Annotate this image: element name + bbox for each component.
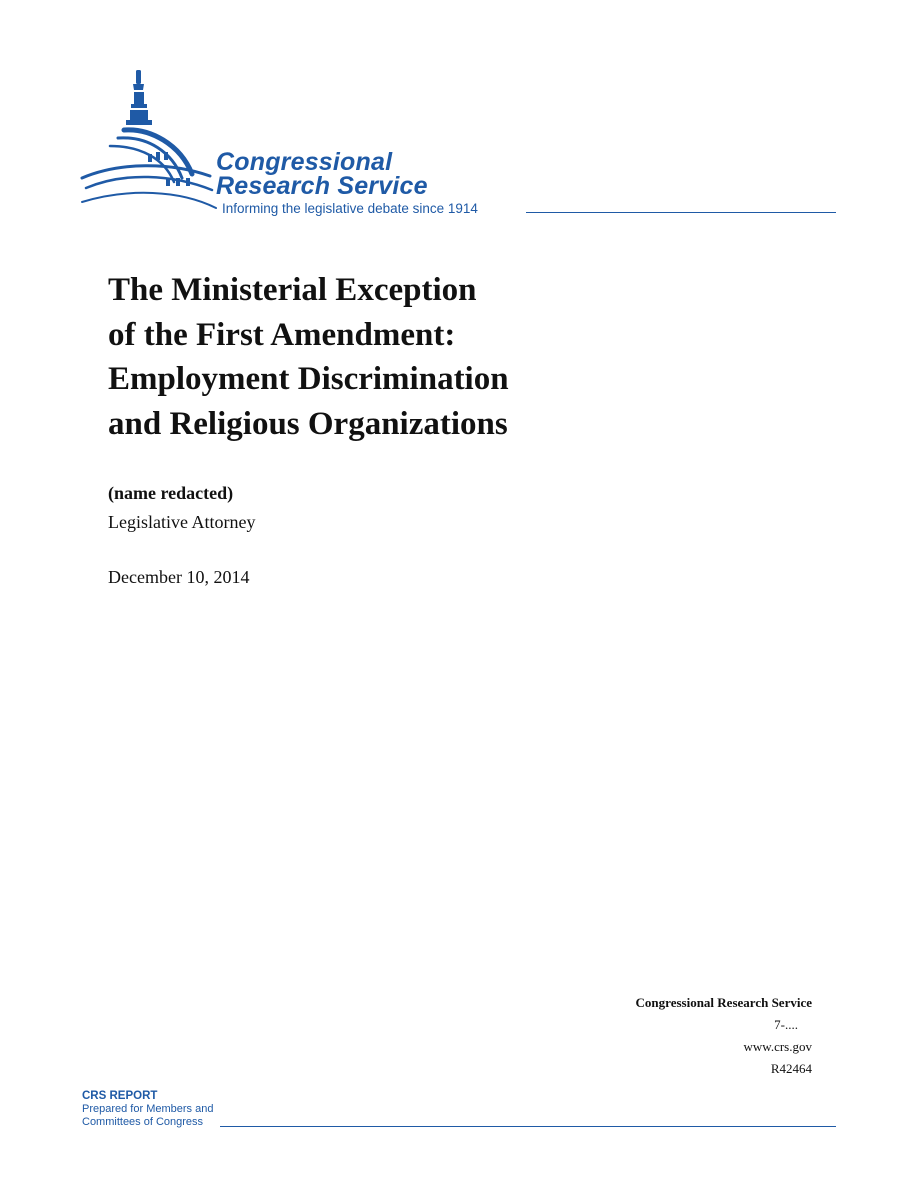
footer-divider (220, 1126, 836, 1127)
publisher-website[interactable]: www.crs.gov (743, 1039, 812, 1054)
footer-line-members: Prepared for Members and (82, 1103, 214, 1115)
logo-name-line1: Congressional (216, 148, 393, 176)
publisher-info (636, 992, 812, 1080)
logo-name-line2: Research Service (216, 172, 428, 200)
crs-report-footer (82, 1090, 213, 1129)
report-title (108, 268, 509, 446)
capitol-dome-icon (80, 66, 220, 216)
publisher-phone: 7-.... (774, 1017, 798, 1032)
title-line: Employment Discrimination (108, 361, 509, 397)
author-name: (name redacted) (108, 483, 234, 503)
footer-label: CRS REPORT (82, 1090, 158, 1102)
report-number: R42464 (770, 1061, 812, 1076)
title-line: of the First Amendment: (108, 316, 456, 353)
author-role: Legislative Attorney (108, 512, 256, 532)
title-line: The Ministerial Exception (108, 272, 477, 308)
publisher-organization: Congressional Research Service (635, 995, 812, 1010)
title-line: and Religious Organizations (108, 405, 508, 442)
footer-line-committees: Committees of Congress (82, 1116, 204, 1128)
report-date: December 10, 2014 (108, 567, 250, 587)
logo-tagline: Informing the legislative debate since 1914 (222, 201, 478, 216)
header-divider (526, 212, 836, 213)
